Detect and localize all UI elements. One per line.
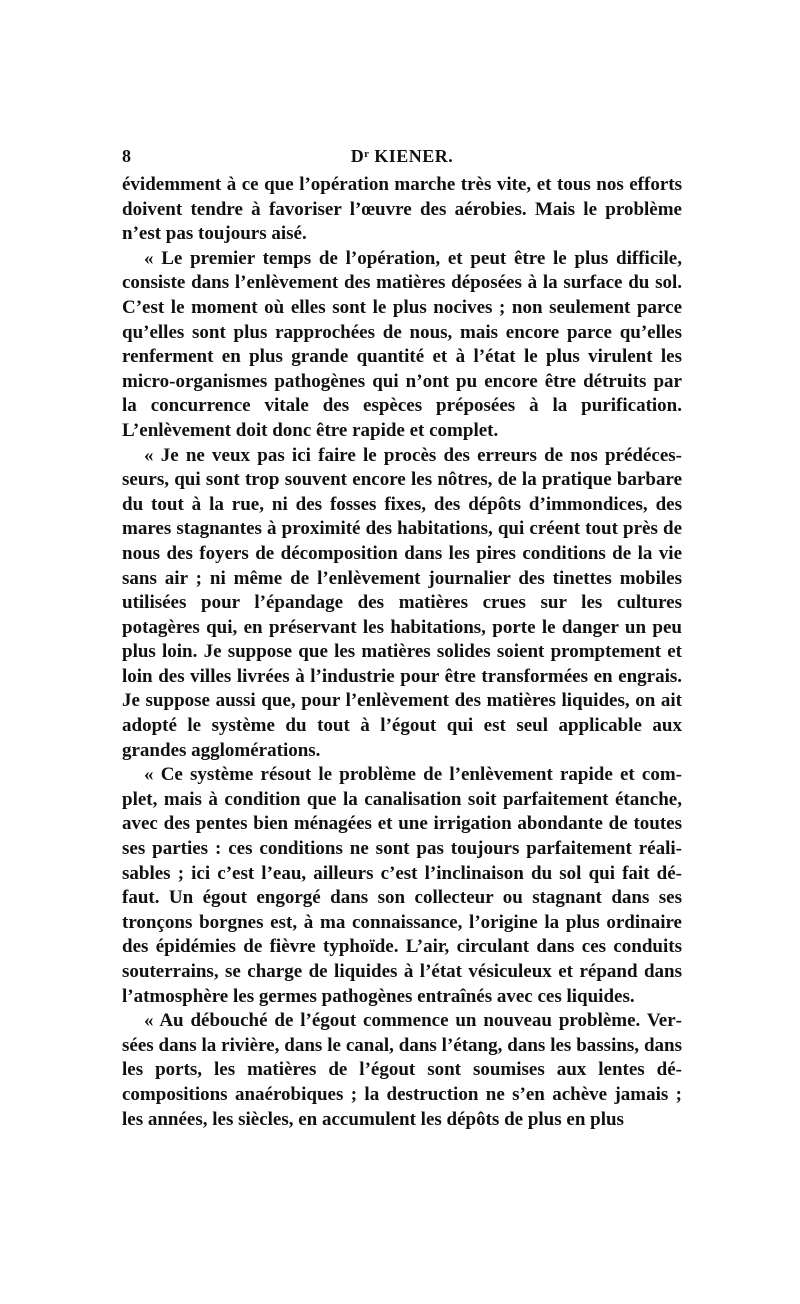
paragraph: « Au débouché de l’égout commence un nouveau problème. Versées dans la rivière, dans le canal, dans l’étang, dans les bassins, dans les ports, les matières de l’égout sont soumises aux lentes décompositions anaérobiques ; la destruction ne s’en achève jamais ; les années, les siècles, en accumulent les dépôts de plus en plus [122,1010,682,1130]
running-head-title: Dʳ KIENER. [350,146,454,166]
body-text [122,173,682,1132]
page-number: 8 [122,146,131,166]
running-head [122,146,682,172]
book-page [122,146,682,1132]
paragraph: « Je ne veux pas ici faire le procès des erreurs de nos prédécesseurs, qui sont trop souvent encore les nôtres, de la pratique barbare du tout à la rue, ni des fosses fixes, des dépôts d’immondices, des mares stagnantes à proximité des habitations, qui créent tout près de nous des foyers de décomposition dans les pires conditions de la vie sans air ; ni même de l’enlèvement journalier des tinettes mobiles utilisées pour l’épandage des matières crues sur les cultures potagères qui, en préservant les habitations, porte le danger un peu plus loin. Je suppose que les matières solides soient promptement et loin des villes livrées à l’industrie pour être transformées en engrais. Je suppose aussi que, pour l’enlèvement des matières liquides, on ait adopté le système du tout à l’égout qui est seul applicable aux grandes agglomérations. [122,444,682,761]
paragraph: « Ce système résout le problème de l’enlèvement rapide et complet, mais à condition que la canalisation soit parfaitement étanche, avec des pentes bien ménagées et une irrigation abondante de toutes ses parties : ces conditions ne sont pas toujours parfaitement réalisables ; ici c’est l’eau, ailleurs c’est l’inclinaison du sol qui fait défaut. Un égout engorgé dans son collecteur ou stagnant dans ses tronçons borgnes est, à ma connaissance, l’origine la plus ordinaire des épidémies de fièvre typhoïde. L’air, circulant dans ces conduits souterrains, se charge de liquides à l’état vésiculeux et répand dans l’atmosphère les germes pathogènes entraînés avec ces liquides. [122,764,682,1007]
paragraph-continuation: évidemment à ce que l’opération marche très vite, et tous nos efforts doivent tendre à favoriser l’œuvre des aérobies. Mais le problème n’est pas toujours aisé. [122,174,682,245]
paragraph: « Le premier temps de l’opération, et peut être le plus difficile, consiste dans l’enlèvement des matières déposées à la surface du sol. C’est le moment où elles sont le plus nocives ; non seulement parce qu’elles sont plus rapprochées de nous, mais encore parce qu’elles renferment en plus grande quantité et à l’état le plus virulent les micro-organismes pathogènes qui n’ont pu encore être détruits par la concurrence vitale des espèces préposées à la purification. L’enlèvement doit donc être rapide et complet. [122,247,682,441]
